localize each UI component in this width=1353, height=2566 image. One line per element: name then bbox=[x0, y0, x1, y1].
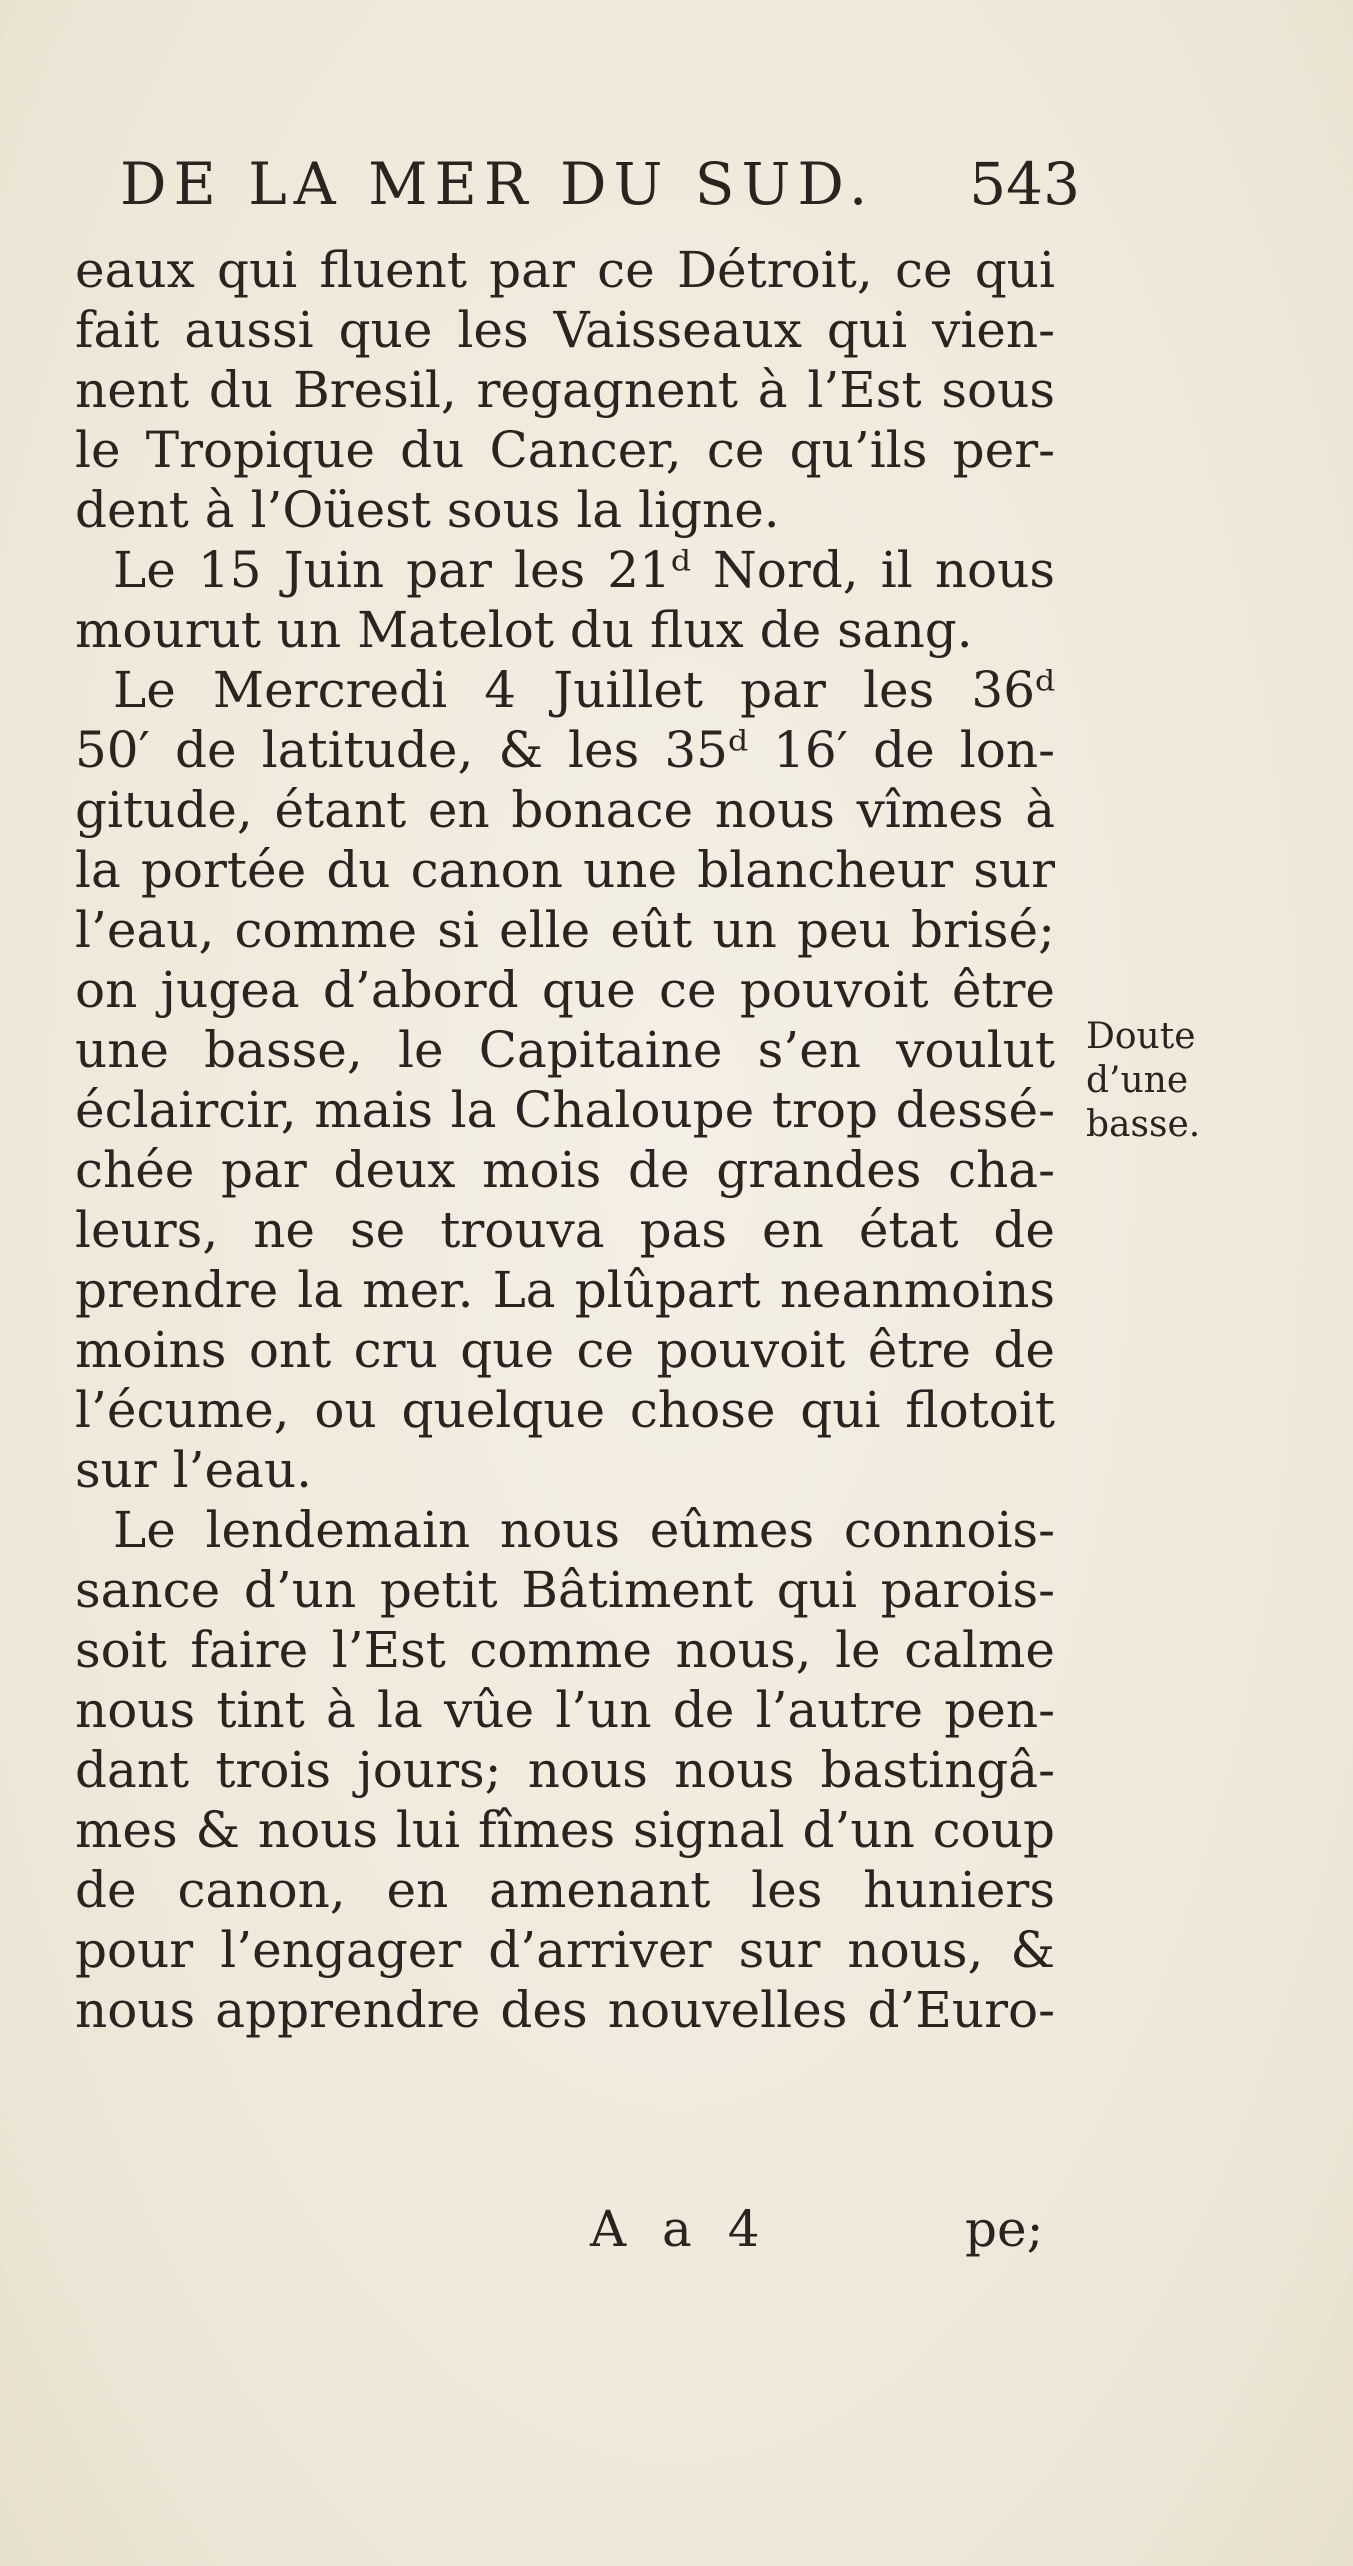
text-line: de canon, en amenant les huniers bbox=[75, 1861, 1055, 1919]
text-line: le Tropique du Cancer, ce qu’ils per- bbox=[75, 421, 1055, 479]
margin-note-line: d’une bbox=[1086, 1060, 1189, 1101]
text-line: Le Mercredi 4 Juillet par les 36ᵈ bbox=[113, 661, 1055, 719]
text-line: fait aussi que les Vaisseaux qui vien- bbox=[75, 301, 1055, 359]
running-title: DE LA MER DU SUD. bbox=[120, 150, 875, 218]
text-line: eaux qui fluent par ce Détroit, ce qui bbox=[75, 241, 1055, 299]
text-line: nent du Bresil, regagnent à l’Est sous bbox=[75, 361, 1055, 419]
text-line: mes & nous lui fîmes signal d’un coup bbox=[75, 1801, 1055, 1859]
page-footer bbox=[0, 2200, 1353, 2270]
text-line: la portée du canon une blancheur sur bbox=[75, 841, 1055, 899]
text-line: on jugea d’abord que ce pouvoit être bbox=[75, 961, 1055, 1019]
body-text bbox=[75, 240, 1055, 2040]
text-line: dant trois jours; nous nous bastingâ- bbox=[75, 1741, 1055, 1799]
text-line: sur l’eau. bbox=[75, 1441, 313, 1499]
signature-mark: A a 4 bbox=[590, 2200, 770, 2258]
text-line: leurs, ne se trouva pas en état de bbox=[75, 1201, 1055, 1259]
text-line: Le 15 Juin par les 21ᵈ Nord, il nous bbox=[113, 541, 1055, 599]
catchword: pe; bbox=[965, 2200, 1044, 2258]
text-line: nous apprendre des nouvelles d’Euro- bbox=[75, 1981, 1055, 2039]
text-line: 50′ de latitude, & les 35ᵈ 16′ de lon- bbox=[75, 721, 1055, 779]
text-line: une basse, le Capitaine s’en voulut bbox=[75, 1021, 1055, 1079]
margin-note bbox=[1086, 1015, 1266, 1147]
text-line: l’eau, comme si elle eût un peu brisé; bbox=[75, 901, 1055, 959]
text-line: moins ont cru que ce pouvoit être de bbox=[75, 1321, 1055, 1379]
text-line: Le lendemain nous eûmes connois- bbox=[113, 1501, 1055, 1559]
page-number: 543 bbox=[969, 150, 1080, 218]
text-line: éclaircir, mais la Chaloupe trop dessé- bbox=[75, 1081, 1055, 1139]
text-line: dent à l’Oüest sous la ligne. bbox=[75, 481, 780, 539]
margin-note-line: Doute bbox=[1086, 1016, 1196, 1057]
text-line: chée par deux mois de grandes cha- bbox=[75, 1141, 1055, 1199]
text-line: gitude, étant en bonace nous vîmes à bbox=[75, 781, 1055, 839]
text-line: sance d’un petit Bâtiment qui parois- bbox=[75, 1561, 1055, 1619]
text-line: prendre la mer. La plûpart neanmoins bbox=[75, 1261, 1055, 1319]
text-line: nous tint à la vûe l’un de l’autre pen- bbox=[75, 1681, 1055, 1739]
text-line: l’écume, ou quelque chose qui flotoit bbox=[75, 1381, 1055, 1439]
text-line: soit faire l’Est comme nous, le calme bbox=[75, 1621, 1055, 1679]
text-line: pour l’engager d’arriver sur nous, & bbox=[75, 1921, 1055, 1979]
page-header bbox=[120, 150, 1080, 230]
margin-note-line: basse. bbox=[1086, 1104, 1201, 1145]
text-line: mourut un Matelot du flux de sang. bbox=[75, 601, 973, 659]
